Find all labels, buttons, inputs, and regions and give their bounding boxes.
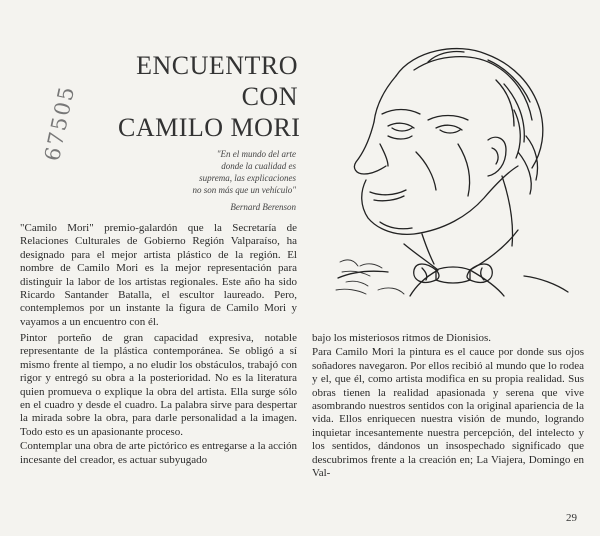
article-paragraph: bajo los misteriosos ritmos de Dionisios. <box>312 332 492 344</box>
article-column-right <box>312 332 584 481</box>
portrait-sketch <box>318 40 580 304</box>
title-line-1: ENCUENTRO <box>136 51 298 80</box>
epigraph-line: no son más que un vehículo" <box>192 185 296 195</box>
page-number: 29 <box>566 512 577 524</box>
epigraph-line: "En el mundo del arte <box>216 149 296 159</box>
article-paragraph: "Camilo Mori" premio-galardón que la Secretaría de Relaciones Culturales de Gobierno Región Valparaíso, ha designado para el mejor artista plástico de la región. El nombre de Camilo Mori es la mejor representación para distinguir la labor de los artistas regionales. Este año ha sido Ricardo Santander Batalla, el escultor laureado. Pero, contemplemos por un instante la figura de Camilo Mori y vayamos a un encuentro con él. <box>20 222 297 328</box>
title-line-2: CON <box>241 82 298 111</box>
article-paragraph: Pintor porteño de gran capacidad expresiva, notable representante de la plástica contemporánea. Se obligó a sí mismo frente al tiempo, a no eludir los obstáculos, trabajó con rigor y entregó su obra a la posterioridad. No es la literatura quien promueva o explique la obra del artista. Ella surge sólo en el cuadro y desde el cuadro. La palabra sirve para despertar la mirada sobre la obra, para darle personalidad a la imagen. Todo esto es un apasionante proceso. <box>20 332 297 438</box>
epigraph-line: suprema, las explicaciones <box>199 173 296 183</box>
article-column-left-top <box>20 222 297 330</box>
handwritten-catalog-number: 67505 <box>40 82 80 163</box>
title-line-3: CAMILO MORI <box>118 113 301 142</box>
article-title <box>118 50 301 143</box>
article-column-left-bottom <box>20 332 297 468</box>
article-paragraph: Para Camilo Mori la pintura es el cauce por donde sus ojos soñadores navegaron. Por ellos recibió al mundo que lo rodea y el, que él, como artista modifica en su propia realidad. Sus obras tienen la realidad apasionada y serena que vive asombrando nuestros sentidos con la original apariencia de la vida. Ellos enriquecen nuestra visión de mundo, logrando inquietar incesantemente nuestra percepción, del intelecto y los sentidos, dándonos un insospechado significado que descubrimos frente a la creación en; La Viajera, Domingo en Val- <box>312 346 584 480</box>
epigraph-line: donde la cualidad es <box>221 161 296 171</box>
epigraph <box>150 148 296 213</box>
epigraph-author: Bernard Berenson <box>230 202 296 212</box>
article-paragraph: Contemplar una obra de arte pictórico es entregarse a la acción incesante del creador, es actuar subyugado <box>20 440 297 466</box>
